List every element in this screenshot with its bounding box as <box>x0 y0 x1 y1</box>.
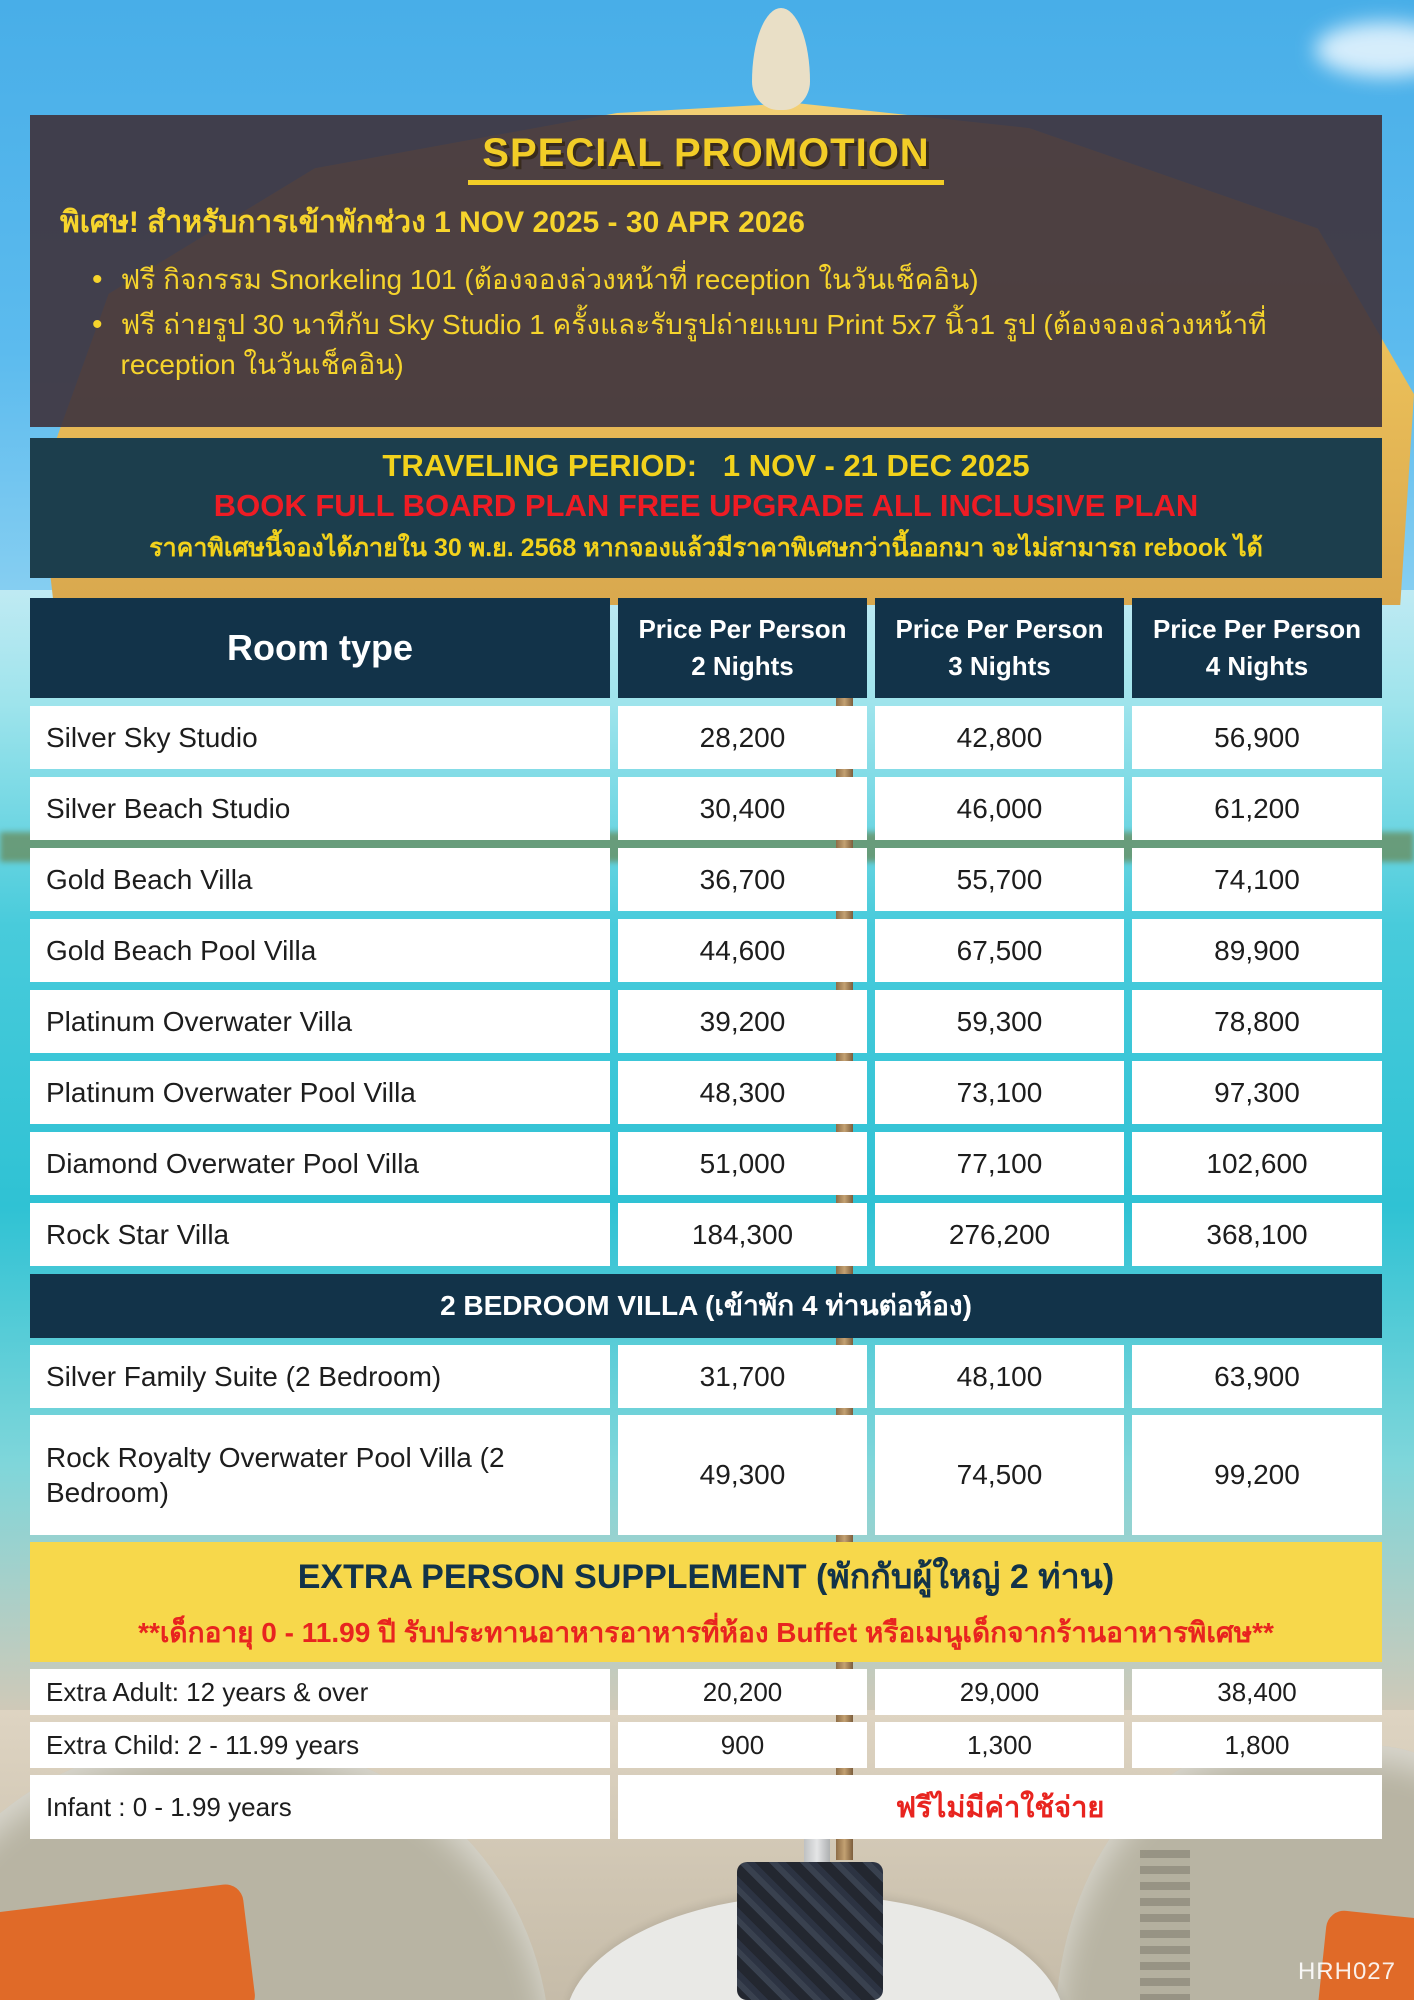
room-name-cell: Rock Star Villa <box>30 1203 610 1266</box>
price-cell: 49,300 <box>618 1415 867 1535</box>
room-name-cell: Silver Sky Studio <box>30 706 610 769</box>
room-name-cell: Platinum Overwater Villa <box>30 990 610 1053</box>
table-row <box>30 990 1382 1053</box>
woven-basket <box>737 1862 883 2000</box>
price-cell: 38,400 <box>1132 1669 1382 1715</box>
traveling-period: TRAVELING PERIOD: 1 NOV - 21 DEC 2025 <box>382 448 1030 483</box>
price-cell: 48,300 <box>618 1061 867 1124</box>
price-cell: 59,300 <box>875 990 1124 1053</box>
promo-bullet <box>92 305 1354 386</box>
price-header-2-nights: Price Per Person 2 Nights <box>618 598 867 698</box>
price-cell: 56,900 <box>1132 706 1382 769</box>
price-cell: 89,900 <box>1132 919 1382 982</box>
price-cell: 73,100 <box>875 1061 1124 1124</box>
price-cell: 30,400 <box>618 777 867 840</box>
supplement-row <box>30 1669 1382 1715</box>
price-cell: 184,300 <box>618 1203 867 1266</box>
price-cell: 67,500 <box>875 919 1124 982</box>
price-cell: 20,200 <box>618 1669 867 1715</box>
table-row <box>30 1132 1382 1195</box>
room-name-cell: Gold Beach Pool Villa <box>30 919 610 982</box>
price-cell: 900 <box>618 1722 867 1768</box>
price-header-4-nights: Price Per Person 4 Nights <box>1132 598 1382 698</box>
supplement-row-infant <box>30 1775 1382 1839</box>
price-cell: 276,200 <box>875 1203 1124 1266</box>
rebook-note: ราคาพิเศษนี้จองได้ภายใน 30 พ.ย. 2568 หากจองแล้วมีราคาพิเศษกว่านี้ออกมา จะไม่สามารถ rebook ได้ <box>149 534 1263 562</box>
supplement-name-cell: Extra Adult: 12 years & over <box>30 1669 610 1715</box>
price-cell: 46,000 <box>875 777 1124 840</box>
price-cell: 97,300 <box>1132 1061 1382 1124</box>
promo-bullet <box>92 260 1354 301</box>
supplement-note: **เด็กอายุ 0 - 11.99 ปี รับประทานอาหารอาหารที่ห้อง Buffet หรือเมนูเด็กจากร้านอาหารพิเศษ** <box>138 1617 1274 1648</box>
table-row <box>30 1061 1382 1124</box>
table-row <box>30 1203 1382 1266</box>
promo-subtitle: พิเศษ! สำหรับการเข้าพักช่วง 1 NOV 2025 - 30 APR 2026 <box>60 206 805 239</box>
price-cell: 31,700 <box>618 1345 867 1408</box>
price-cell: 48,100 <box>875 1345 1124 1408</box>
table-row <box>30 919 1382 982</box>
room-type-header: Room type <box>30 598 610 698</box>
traveling-period-box <box>30 438 1382 578</box>
promo-title: SPECIAL PROMOTION <box>468 131 943 185</box>
special-promotion-box <box>30 115 1382 427</box>
room-name-cell: Silver Beach Studio <box>30 777 610 840</box>
supplement-name-cell: Infant : 0 - 1.99 years <box>30 1775 610 1839</box>
price-cell: 29,000 <box>875 1669 1124 1715</box>
price-cell: 55,700 <box>875 848 1124 911</box>
table-row <box>30 777 1382 840</box>
price-cell: 1,800 <box>1132 1722 1382 1768</box>
price-cell: 77,100 <box>875 1132 1124 1195</box>
promo-bullet-text: • ฟรี กิจกรรม Snorkeling 101 (ต้องจองล่วงหน้าที่ reception ในวันเช็คอิน) <box>120 264 979 295</box>
price-cell: 102,600 <box>1132 1132 1382 1195</box>
supplement-band <box>30 1542 1382 1662</box>
promo-title-wrap <box>58 131 1354 185</box>
price-cell: 74,100 <box>1132 848 1382 911</box>
footer-code: HRH027 <box>1297 1958 1396 1985</box>
section-header-2bedroom: 2 BEDROOM VILLA (เข้าพัก 4 ท่านต่อห้อง) <box>30 1274 1382 1338</box>
room-name-cell: Diamond Overwater Pool Villa <box>30 1132 610 1195</box>
price-cell: 63,900 <box>1132 1345 1382 1408</box>
table-header-row <box>30 598 1382 698</box>
room-name-cell: Silver Family Suite (2 Bedroom) <box>30 1345 610 1408</box>
room-name-cell: Platinum Overwater Pool Villa <box>30 1061 610 1124</box>
price-cell: 1,300 <box>875 1722 1124 1768</box>
table-row <box>30 706 1382 769</box>
price-cell: 28,200 <box>618 706 867 769</box>
supplement-name-cell: Extra Child: 2 - 11.99 years <box>30 1722 610 1768</box>
pillow-right <box>1317 1909 1414 2000</box>
infant-free-cell <box>618 1775 1382 1839</box>
lounger-ruffle <box>1140 1850 1190 2000</box>
room-name-cell: Rock Royalty Overwater Pool Villa (2 Bedroom) <box>30 1415 610 1535</box>
price-header-3-nights: Price Per Person 3 Nights <box>875 598 1124 698</box>
table-row <box>30 1345 1382 1408</box>
price-cell: 51,000 <box>618 1132 867 1195</box>
room-name-cell: Gold Beach Villa <box>30 848 610 911</box>
upgrade-offer: BOOK FULL BOARD PLAN FREE UPGRADE ALL INCLUSIVE PLAN <box>213 488 1199 523</box>
supplement-title: EXTRA PERSON SUPPLEMENT (พักกับผู้ใหญ่ 2 ท่าน) <box>297 1558 1115 1596</box>
price-cell: 36,700 <box>618 848 867 911</box>
promo-bullet-text: • ฟรี ถ่ายรูป 30 นาทีกับ Sky Studio 1 ครั้งและรับรูปถ่ายแบบ Print 5x7 นิ้ว1 รูป (ต้องจองล่วงหน้าที่ reception ในวันเช็คอิน) <box>120 308 1267 381</box>
price-cell: 61,200 <box>1132 777 1382 840</box>
rate-table <box>30 598 1382 1839</box>
table-row <box>30 1415 1382 1535</box>
table-row <box>30 848 1382 911</box>
supplement-row <box>30 1722 1382 1768</box>
price-cell: 99,200 <box>1132 1415 1382 1535</box>
price-cell: 39,200 <box>618 990 867 1053</box>
infant-free-text: ฟรีไม่มีค่าใช้จ่าย <box>895 1792 1105 1824</box>
price-cell: 44,600 <box>618 919 867 982</box>
price-cell: 368,100 <box>1132 1203 1382 1266</box>
price-cell: 74,500 <box>875 1415 1124 1535</box>
price-cell: 42,800 <box>875 706 1124 769</box>
price-cell: 78,800 <box>1132 990 1382 1053</box>
